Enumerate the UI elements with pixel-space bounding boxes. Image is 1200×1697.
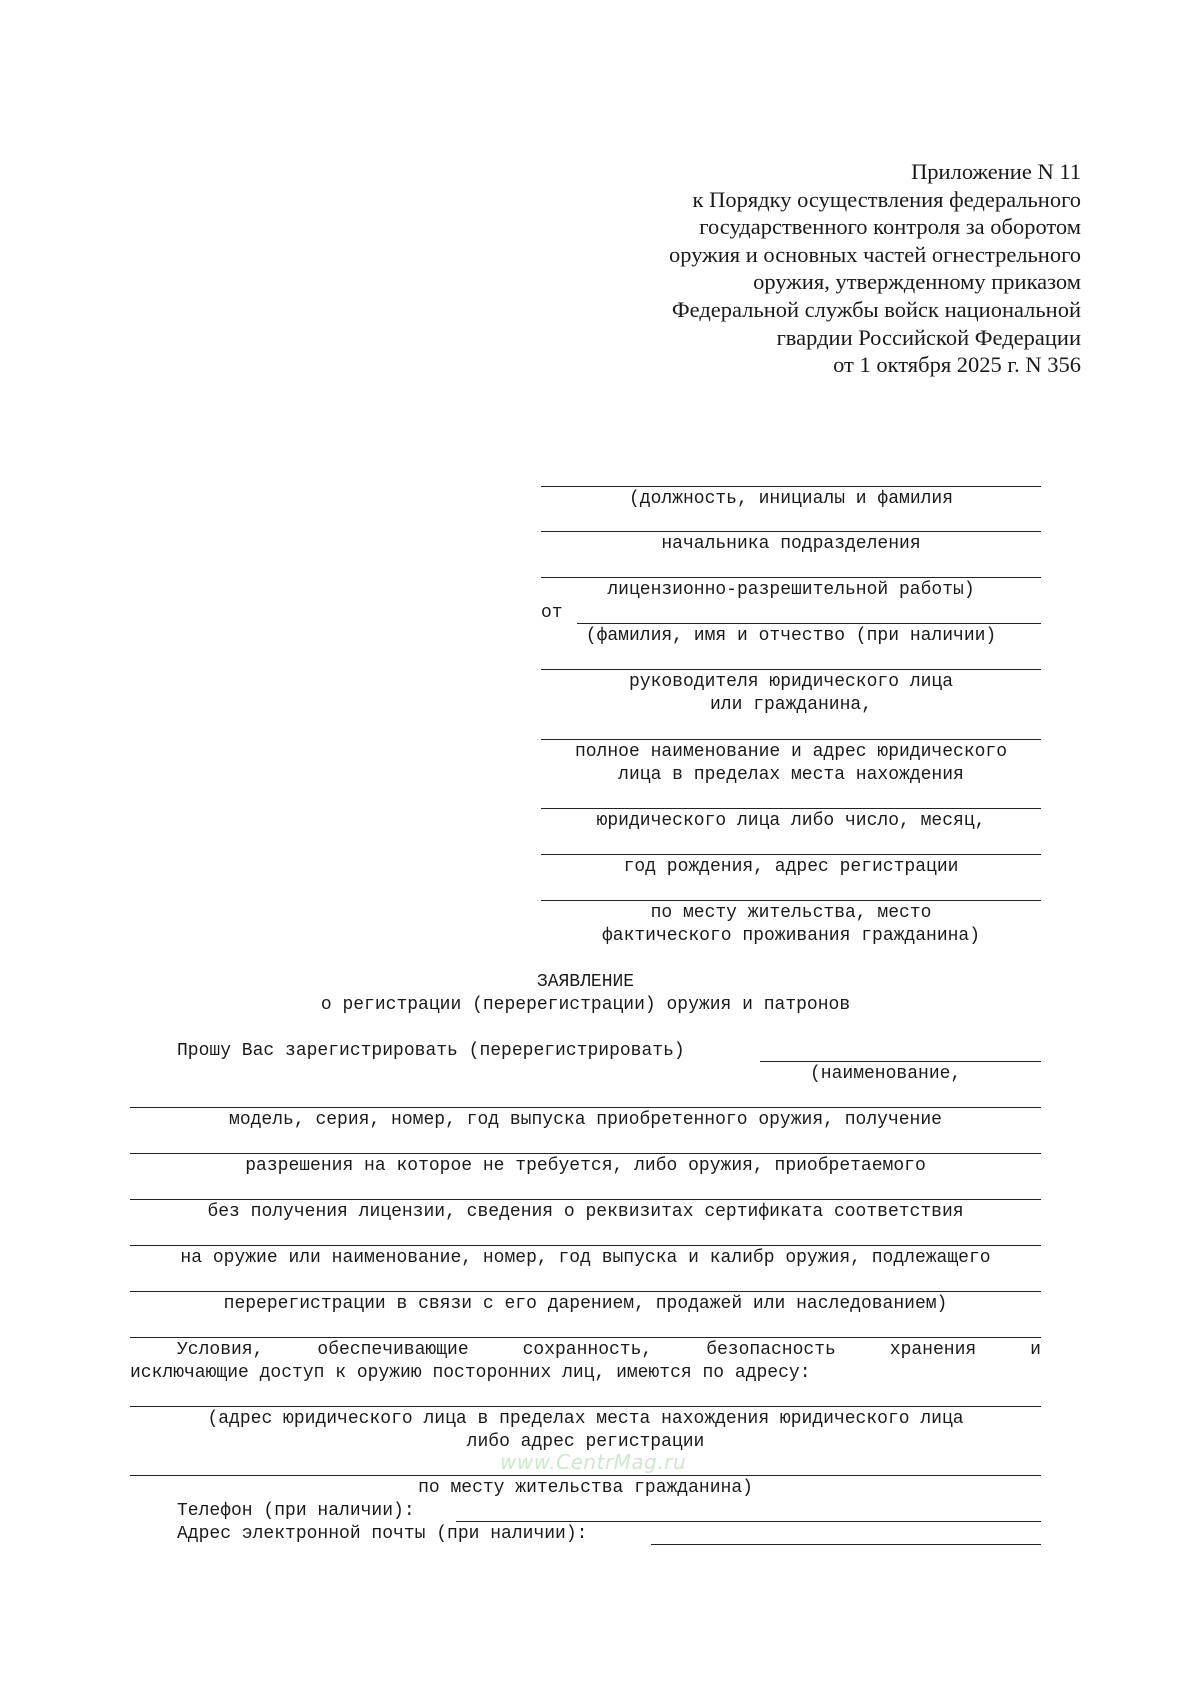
weapon-caption: без получения лицензии, сведения о реквизитах сертификата соответствия	[207, 1202, 964, 1222]
weapon-caption: модель, серия, номер, год выпуска приобретенного оружия, получение	[229, 1110, 942, 1130]
conditions-word: обеспечивающие	[317, 1340, 469, 1360]
official-field-line[interactable]	[541, 531, 1041, 532]
weapon-field-line[interactable]	[130, 1107, 1041, 1108]
address-caption: по месту жительства гражданина)	[418, 1478, 753, 1498]
official-caption: лицензионно-разрешительной работы)	[607, 580, 975, 600]
applicant-caption: год рождения, адрес регистрации	[623, 857, 959, 877]
statement-title: ЗАЯВЛЕНИЕ	[536, 972, 635, 992]
address-caption: либо адрес регистрации	[466, 1432, 705, 1452]
conditions-word: безопасность	[706, 1340, 836, 1360]
conditions-word: сохранность,	[522, 1340, 653, 1360]
applicant-caption: юридического лица либо число, месяц,	[596, 811, 986, 831]
appendix-line: оружия, утвержденному приказом	[753, 269, 1081, 295]
weapon-field-line[interactable]	[130, 1199, 1041, 1200]
email-label: Адрес электронной почты (при наличии):	[177, 1524, 588, 1544]
official-caption: начальника подразделения	[661, 534, 921, 554]
email-field-line[interactable]	[651, 1544, 1041, 1545]
official-caption: (должность, инициалы и фамилия	[628, 489, 954, 509]
appendix-line: оружия и основных частей огнестрельного	[669, 241, 1081, 267]
appendix-header	[521, 158, 1081, 379]
applicant-field-line[interactable]	[541, 739, 1041, 740]
weapon-caption: разрешения на которое не требуется, либо оружия, приобретаемого	[245, 1156, 926, 1176]
weapon-field-line[interactable]	[760, 1061, 1041, 1062]
applicant-field-line[interactable]	[541, 669, 1041, 670]
storage-address-line[interactable]	[130, 1406, 1041, 1407]
applicant-field-line[interactable]	[541, 808, 1041, 809]
applicant-field-line[interactable]	[541, 900, 1041, 901]
applicant-caption: или гражданина,	[709, 695, 873, 715]
conditions-line	[130, 1339, 1041, 1362]
official-field-line[interactable]	[541, 486, 1041, 487]
conditions-word: хранения	[889, 1340, 977, 1360]
weapon-caption: перерегистрации в связи с его дарением, продажей или наследованием)	[223, 1294, 948, 1314]
appendix-line: Приложение N 11	[911, 159, 1081, 184]
applicant-caption: по месту жительства, место	[650, 903, 932, 923]
from-label: от	[541, 603, 563, 623]
appendix-line: государственного контроля за оборотом	[699, 214, 1081, 240]
applicant-caption: лица в пределах места нахождения	[618, 765, 964, 785]
storage-address-line[interactable]	[130, 1475, 1041, 1476]
applicant-caption: фактического проживания гражданина)	[601, 926, 981, 946]
weapon-field-line[interactable]	[130, 1291, 1041, 1292]
appendix-line: Федеральной службы войск национальной	[671, 296, 1081, 322]
applicant-caption: (фамилия, имя и отчество (при наличии)	[585, 626, 997, 646]
weapon-field-line[interactable]	[130, 1337, 1041, 1338]
applicant-caption: полное наименование и адрес юридического	[574, 742, 1008, 762]
conditions-line-2: исключающие доступ к оружию посторонних лиц, имеются по адресу:	[130, 1363, 811, 1383]
statement-subtitle: о регистрации (перерегистрации) оружия и патронов	[320, 995, 851, 1015]
conditions-word: и	[1030, 1340, 1041, 1360]
weapon-field-line[interactable]	[130, 1245, 1041, 1246]
appendix-line: гвардии Российской Федерации	[776, 324, 1081, 350]
applicant-caption: руководителя юридического лица	[628, 672, 954, 692]
applicant-field-line[interactable]	[541, 854, 1041, 855]
watermark: www.CentrMag.ru	[500, 1450, 687, 1474]
official-field-line[interactable]	[541, 577, 1041, 578]
request-text: Прошу Вас зарегистрировать (перерегистрировать)	[177, 1041, 685, 1061]
weapon-caption: (наименование,	[810, 1064, 962, 1084]
applicant-field-line[interactable]	[577, 623, 1041, 624]
appendix-line: от 1 октября 2025 г. N 356	[833, 352, 1081, 378]
phone-label: Телефон (при наличии):	[177, 1501, 415, 1521]
phone-field-line[interactable]	[456, 1521, 1041, 1522]
weapon-field-line[interactable]	[130, 1153, 1041, 1154]
address-caption: (адрес юридического лица в пределах места нахождения юридического лица	[207, 1409, 964, 1429]
appendix-line: к Порядку осуществления федерального	[692, 186, 1081, 212]
conditions-word: Условия,	[177, 1340, 264, 1360]
weapon-caption: на оружие или наименование, номер, год выпуска и калибр оружия, подлежащего	[180, 1248, 991, 1268]
